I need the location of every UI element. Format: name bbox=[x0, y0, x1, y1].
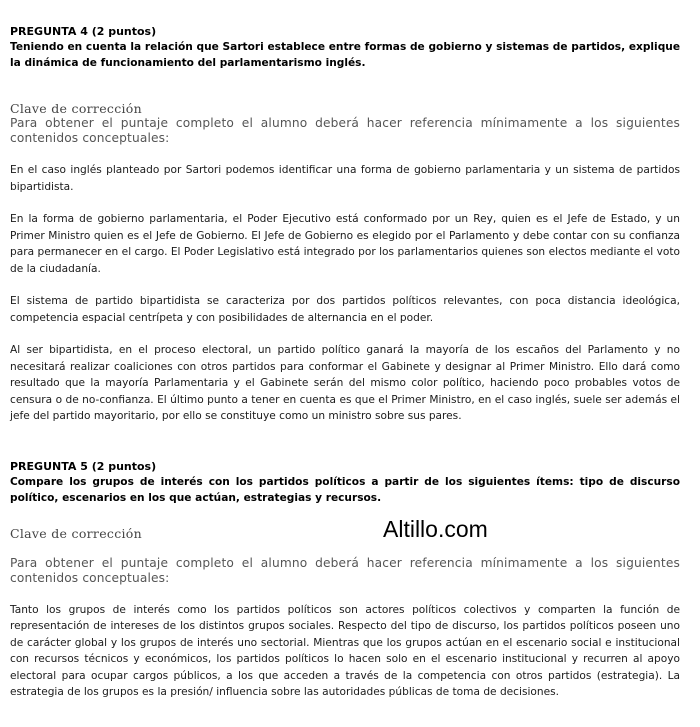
question-4-paragraph-4: Al ser bipartidista, en el proceso electoral, un partido político ganará la mayoría de los escaños del Parlamento y no necesitará realizar coaliciones con otros partidos para conformar el Gabinete y designar al Primer Ministro. Ello dará como resultado que la mayoría Parlamentaria y el Gabinete serán del mismo color político, haciendo poco probables votos de censura o de no-confianza. El último punto a tener en cuenta es que el Primer Ministro, en el caso inglés, suele ser además el jefe del partido mayoritario, por ello se constituye como un ministro sobre sus pares. bbox=[10, 344, 680, 422]
question-4-paragraph-2: En la forma de gobierno parlamentaria, el Poder Ejecutivo está conformado por un Rey, quien es el Jefe de Estado, y un Primer Ministro quien es el Jefe de Gobierno. El Jefe de Gobierno es elegido por el Parlamento y debe contar con su confianza para permanecer en el cargo. El Poder Legislativo está integrado por los parlamentarios quienes son electos mediante el voto de la ciudadanía. bbox=[10, 213, 680, 275]
question-5-clave-title: Clave de corrección bbox=[10, 525, 142, 541]
question-4-text: Teniendo en cuenta la relación que Sartori establece entre formas de gobierno y sistemas de partidos, explique la dinámica de funcionamiento del parlamentarismo inglés. bbox=[10, 41, 680, 69]
question-5-text: Compare los grupos de interés con los partidos políticos a partir de los siguientes ítems: tipo de discurso político, escenarios en los que actúan, estrategias y recursos. bbox=[10, 475, 680, 504]
question-4-heading: PREGUNTA 4 (2 puntos) bbox=[10, 25, 157, 38]
question-4-paragraph-1: En el caso inglés planteado por Sartori podemos identificar una forma de gobierno parlamentaria y un sistema de partidos bipartidista. bbox=[10, 164, 680, 193]
document-page bbox=[10, 24, 680, 701]
question-4-clave-intro: Para obtener el puntaje completo el alumno deberá hacer referencia mínimamente a los siguientes contenidos conceptuales: bbox=[10, 116, 680, 145]
question-4-clave-title: Clave de corrección bbox=[10, 101, 142, 116]
question-5-clave-intro: Para obtener el puntaje completo el alumno deberá hacer referencia mínimamente a los siguientes contenidos conceptuales: bbox=[10, 555, 680, 585]
question-5-heading: PREGUNTA 5 (2 puntos) bbox=[10, 459, 157, 473]
question-5-paragraph-1: Tanto los grupos de interés como los partidos políticos son actores políticos colectivos y comparten la función de representación de intereses de los distintos grupos sociales. Respecto del tipo de discurso, los partidos políticos poseen uno de carácter global y los grupos de interés uno sectorial. Mientras que los grupos actúan en el escenario social e institucional con recursos técnicos y económicos, los partidos políticos lo hacen solo en el escenario institucional y recurren al apoyo electoral para ocupar cargos públicos, a los que acceden a través de la competencia con otros partidos (estrategia). La estrategia de los grupos es la presión/ influencia sobre las autoridades públicas de toma de decisiones. bbox=[10, 603, 680, 698]
altillo-watermark: Altillo.com bbox=[383, 516, 488, 542]
question-4-paragraph-3: El sistema de partido bipartidista se caracteriza por dos partidos políticos relevantes, con poca distancia ideológica, competencia espacial centrípeta y con posibilidades de alternancia en el poder. bbox=[10, 295, 680, 324]
